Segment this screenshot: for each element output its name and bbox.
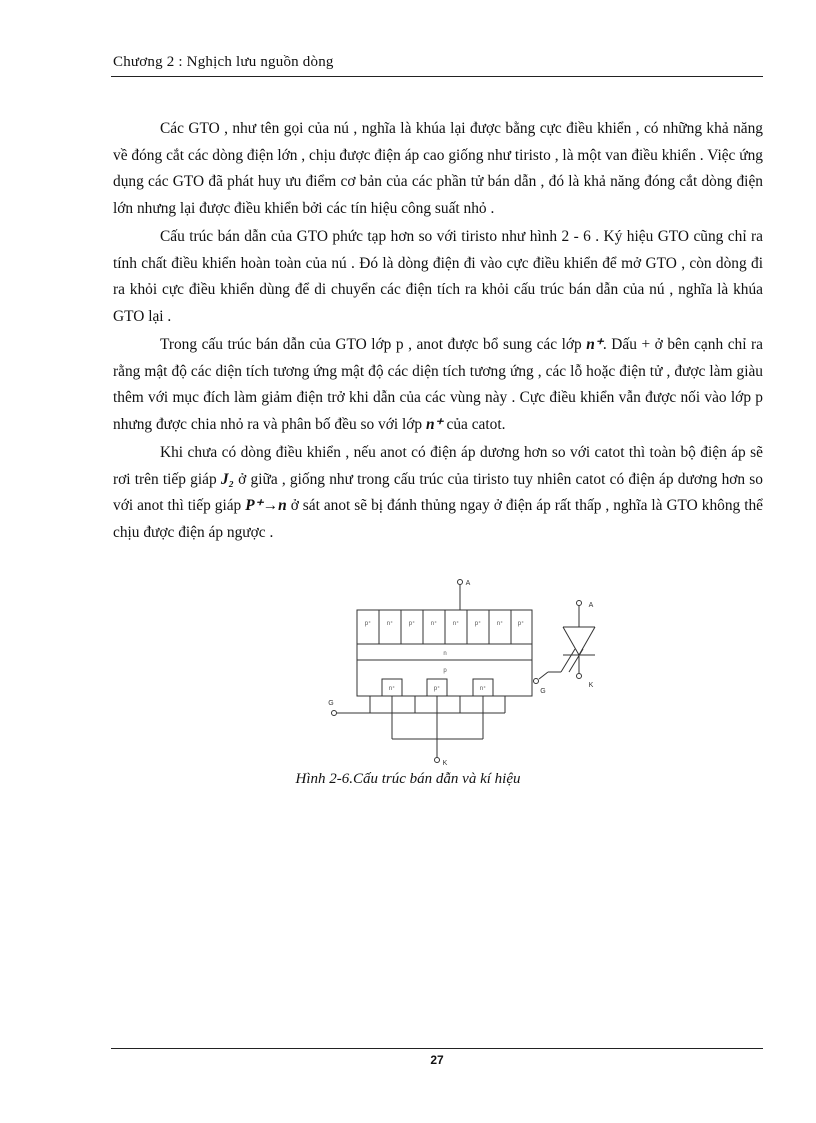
layer-label: n⁺	[386, 621, 394, 627]
layer-label: p⁺	[364, 621, 372, 627]
chapter-header: Chương 2 : Nghịch lưu nguồn dòng	[113, 54, 334, 70]
paragraph-4-part3: ở sát anot sẽ bị đánh thủng ngay ở điện áp rất thấp , nghĩa là GTO không thể chịu được điện áp ngược .	[113, 497, 763, 541]
symbol-gate-label: G	[540, 688, 546, 695]
anode-label: A	[465, 580, 471, 587]
figure-caption: Hình 2-6.Cấu trúc bán dẫn và kí hiệu	[295, 771, 521, 787]
body-text	[113, 116, 763, 546]
island-label: p⁺	[433, 686, 441, 692]
gto-symbol-icon	[534, 601, 596, 684]
formula-p-plus-n: P⁺→n	[245, 497, 287, 514]
layer-label: p⁺	[408, 621, 416, 627]
island-label: n⁺	[479, 686, 487, 692]
n-layer-label: n	[443, 651, 447, 657]
page-number: 27	[430, 1053, 444, 1067]
gto-figure	[325, 577, 610, 769]
cathode-terminal	[435, 758, 440, 763]
layer-label: p⁺	[517, 621, 525, 627]
layer-label: p⁺	[474, 621, 482, 627]
cathode-label: K	[442, 760, 448, 767]
paragraph-1: Các GTO , như tên gọi của nú , nghĩa là khúa lại được bằng cực điều khiển , có những khả năng về đóng cắt các dòng điện lớn , chịu được điện áp cao giống như tiristo , là một van điều khiển . Việc ứng dụng các GTO đã phát huy ưu điểm cơ bản của các phần tử bán dẫn , đó là khả năng đóng cắt dòng điện lớn nhưng lại được điều khiển bởi các tín hiệu công suất nhỏ .	[113, 120, 763, 217]
gate-terminal	[332, 711, 337, 716]
formula-j2: J₂	[220, 470, 234, 488]
paragraph-3-part3: của catot.	[446, 415, 506, 433]
paragraph-2: Cấu trúc bán dẫn của GTO phức tạp hơn so với tiristo như hình 2 - 6 . Ký hiệu GTO cũng chỉ ra tính chất điều khiển hoàn toàn của nú . Đó là dòng điện đi vào cực điều khiển để mở GTO , còn dòng đi ra khỏi cực điều khiển dùng để di chuyển các điện tích ra khỏi cấu trúc bán dẫn của nú , nghĩa là khúa GTO lại .	[113, 228, 763, 325]
formula-n-plus: n⁺	[425, 415, 443, 433]
anode-terminal	[458, 580, 463, 585]
footer-rule	[111, 1048, 763, 1049]
p-layer-label: p	[443, 668, 447, 674]
paragraph-4-part2: ở giữa , giống như trong cấu trúc của tiristo tuy nhiên catot có điện áp dương hơn so với anot thì tiếp giáp	[113, 470, 763, 514]
symbol-cathode-label: K	[588, 682, 594, 689]
formula-n-plus: n⁺	[586, 336, 603, 353]
paragraph-3	[113, 332, 763, 438]
gate-label: G	[328, 700, 334, 707]
paragraph-4-part1: Khi chưa có dòng điều khiển , nếu anot có điện áp dương hơn so với catot thì toàn bộ điện áp sẽ rơi trên tiếp giáp	[113, 444, 763, 488]
header-rule	[111, 76, 763, 77]
layer-label: n⁺	[452, 621, 460, 627]
paragraph-3-part2: . Dấu + ở bên cạnh chỉ ra rằng mật độ các diện tích tương ứng mật độ các diện tích tương ứng , các lỗ hoặc điện tử , được làm giàu thêm với mục đích làm giảm điện trở khi dẫn của các vùng này . Cực điều khiển vẫn được nối vào lớp p nhưng được chia nhỏ ra và phân bố đều so với lớp	[113, 336, 763, 433]
paragraph-3-part1: Trong cấu trúc bán dẫn của GTO lớp p , anot được bổ sung các lớp	[160, 336, 582, 353]
paragraph-4	[113, 440, 763, 546]
island-label: n⁺	[388, 686, 396, 692]
layer-label: n⁺	[496, 621, 504, 627]
layer-label: n⁺	[430, 621, 438, 627]
symbol-anode-label: A	[588, 602, 594, 609]
